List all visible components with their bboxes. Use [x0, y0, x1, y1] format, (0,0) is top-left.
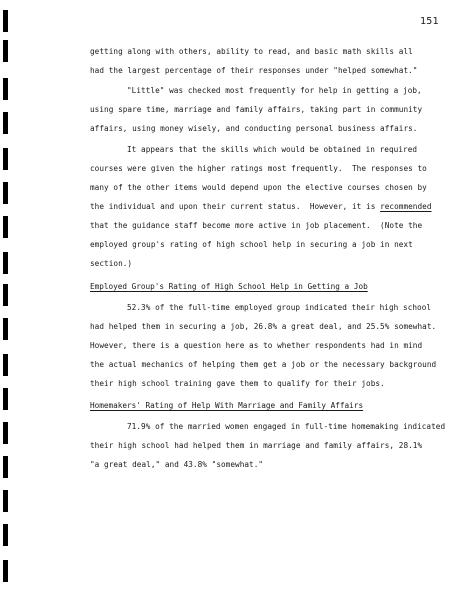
binder-hole [3, 490, 8, 512]
paragraph-5-line: 71.9% of the married women engaged in full-time homemaking indicated [127, 422, 446, 431]
binder-hole [3, 560, 8, 582]
binder-hole [3, 354, 8, 376]
binder-hole [3, 10, 8, 32]
binder-hole [3, 252, 8, 274]
paragraph-4-line: their high school training gave them to qualify for their jobs. [90, 379, 385, 388]
paragraph-3-line: that the guidance staff become more active in job placement. (Note the [90, 221, 423, 230]
section-heading-homemakers: Homemakers' Rating of Help With Marriage and Family Affairs [90, 401, 364, 410]
paragraph-3-line: It appears that the skills which would be obtained in required [127, 145, 418, 154]
paragraph-4-line: 52.3% of the full-time employed group indicated their high school [127, 303, 432, 312]
binder-hole [3, 40, 8, 62]
paragraph-4-line: the actual mechanics of helping them get a job or the necessary background [90, 360, 437, 369]
binder-hole [3, 456, 8, 478]
paragraph-1-line: had the largest percentage of their responses under "helped somewhat." [90, 66, 418, 75]
paragraph-2-line: "Little" was checked most frequently for help in getting a job, [127, 86, 422, 95]
paragraph-5-line: "a great deal," and 43.8% "somewhat." [90, 460, 264, 469]
paragraph-3-text: the individual and upon their current status. However, it is [90, 202, 381, 211]
binder-hole [3, 422, 8, 444]
binder-holes [3, 0, 13, 600]
binder-hole [3, 524, 8, 546]
binder-hole [3, 388, 8, 410]
binder-hole [3, 182, 8, 204]
paragraph-5-line: their high school had helped them in marriage and family affairs, 28.1% [90, 441, 423, 450]
paragraph-3-line: section.) [90, 259, 133, 268]
page-number: 151 [420, 16, 439, 27]
recommended-emphasis: recommended [380, 202, 432, 211]
paragraph-3-line: many of the other items would depend upon the elective courses chosen by [90, 183, 427, 192]
paragraph-3-line: courses were given the higher ratings most frequently. The responses to [90, 164, 427, 173]
paragraph-4-line: had helped them in securing a job, 26.8% a great deal, and 25.5% somewhat. [90, 322, 437, 331]
paragraph-3-line [90, 202, 432, 212]
section-heading-employed: Employed Group's Rating of High School Help in Getting a Job [90, 282, 368, 291]
paragraph-4-line: However, there is a question here as to whether respondents had in mind [90, 341, 423, 350]
paragraph-2-line: affairs, using money wisely, and conducting personal business affairs. [90, 124, 418, 133]
binder-hole [3, 318, 8, 340]
binder-hole [3, 148, 8, 170]
paragraph-3-line: employed group's rating of high school help in securing a job in next [90, 240, 413, 249]
binder-hole [3, 284, 8, 306]
paragraph-2-line: using spare time, marriage and family affairs, taking part in community [90, 105, 423, 114]
binder-hole [3, 112, 8, 134]
binder-hole [3, 78, 8, 100]
paragraph-1-line: getting along with others, ability to read, and basic math skills all [90, 47, 413, 56]
binder-hole [3, 216, 8, 238]
